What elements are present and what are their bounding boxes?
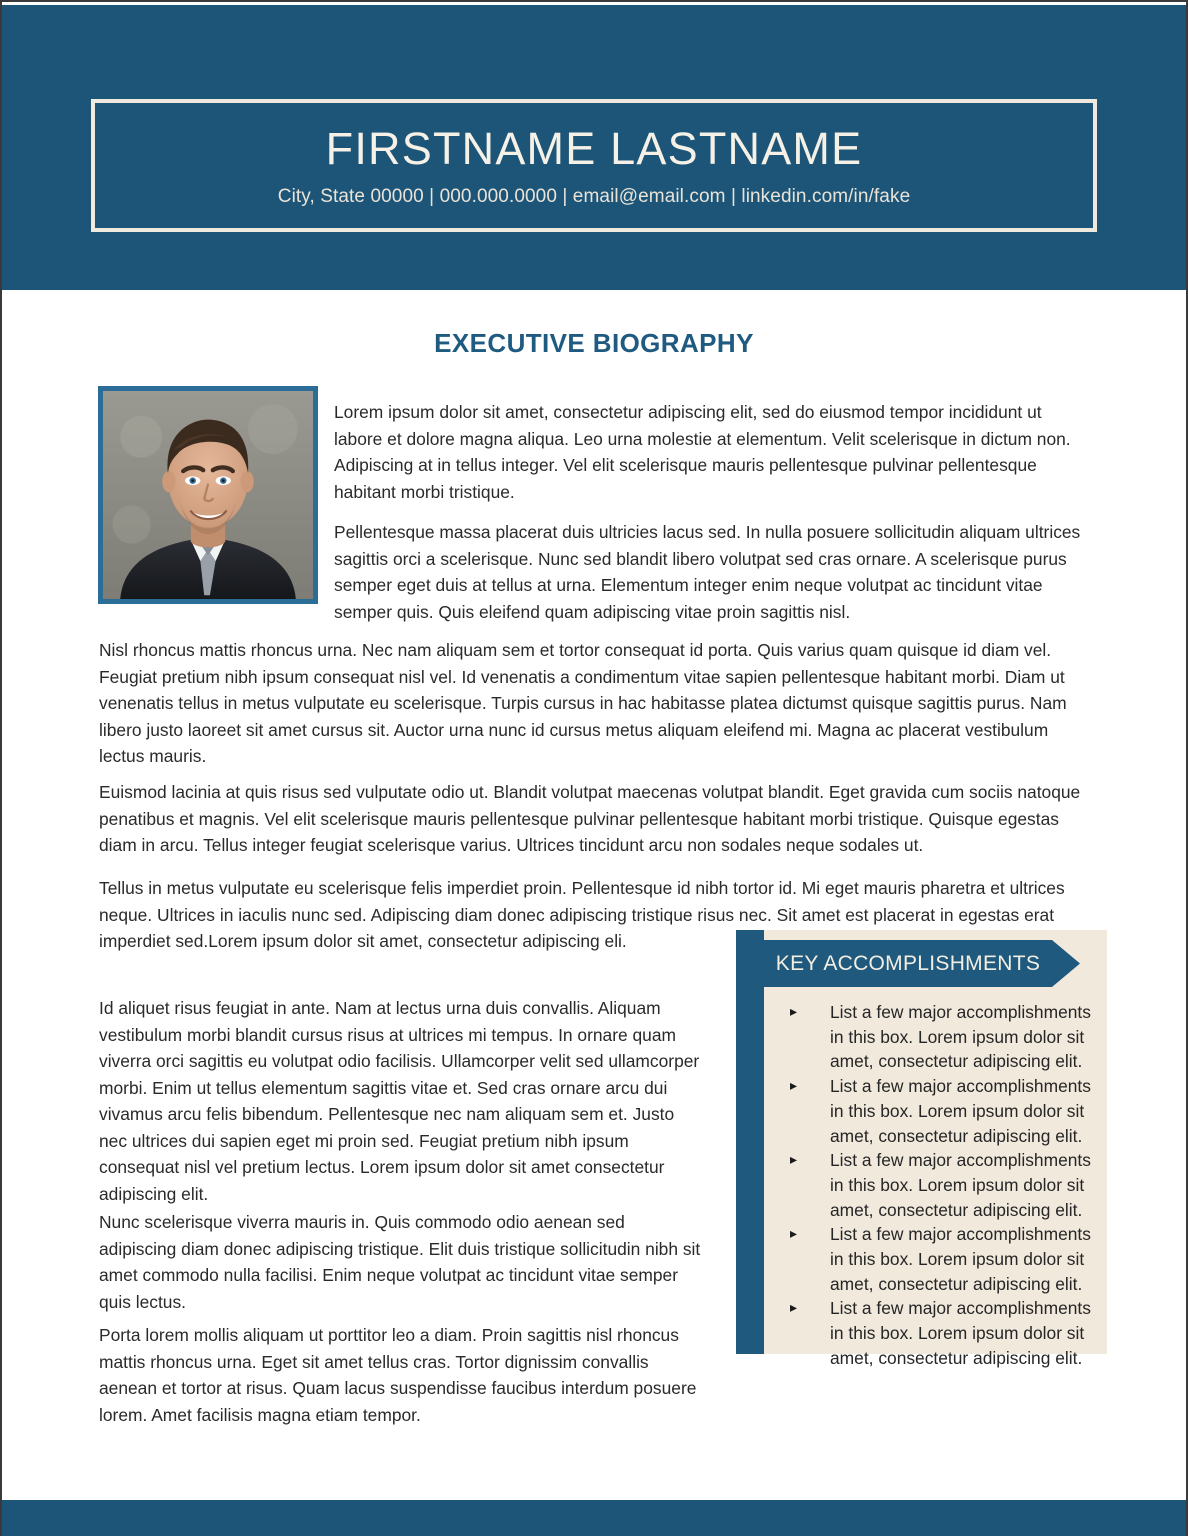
biography-paragraph: Nunc scelerisque viverra mauris in. Quis commodo odio aenean sed adipiscing diam donec adipiscing tristique. Elit duis tristique sollicitudin nibh sit amet commodo nulla facilisi. Enim neque volutpat ac tincidunt vitae semper quis lectus. [99,1212,701,1312]
biography-paragraph: Nisl rhoncus mattis rhoncus urna. Nec nam aliquam sem et tortor consequat id porta. Quis varius quam quisque id diam vel. Feugiat pretium nibh ipsum consequat nisl vel. Id venenatis a condimentum vitae sapien pellentesque habitant morbi. Diam ut venenatis tellus in metus vulputate eu scelerisque. Turpis cursus in hac habitasse platea dictumst quisque sagittis purus. Nam libero justo laoreet sit amet cursus sit. Auctor urna nunc id cursus metus aliquam eleifend mi. Magna ac placerat vestibulum lectus mauris. [99,640,1067,767]
biography-paragraph: Euismod lacinia at quis risus sed vulputate odio ut. Blandit volutpat maecenas volutpat blandit. Eget gravida cum sociis natoque penatibus et magnis. Vel elit scelerisque mauris pellentesque pulvinar pellentesque habitant morbi tristique. Quisque egestas diam in arcu. Tellus integer feugiat scelerisque varius. Ultrices tincidunt arcu non sodales neque sodales ut. [99,782,1081,856]
list-item-label: List a few major accomplishments in this box. Lorem ipsum dolor sit amet, consectetur adipiscing elit. [830,1076,1091,1146]
header-frame [91,99,1097,232]
footer-band [2,1500,1186,1536]
triangle-right-icon: ▸ [790,1225,798,1242]
key-accomplishments-title: KEY ACCOMPLISHMENTS [775,952,1041,975]
headshot-photo [98,386,318,604]
main-content [2,290,1186,1500]
key-accomplishments-banner [764,940,1080,987]
page-title: FIRSTNAME LASTNAME [325,123,863,174]
triangle-right-icon: ▸ [790,1077,798,1094]
list-item-label: List a few major accomplishments in this box. Lorem ipsum dolor sit amet, consectetur adipiscing elit. [830,1150,1091,1220]
key-accomplishments-list [772,1000,1102,1371]
biography-paragraph: Porta lorem mollis aliquam ut porttitor leo a diam. Proin sagittis nisl rhoncus mattis rhoncus urna. Eget sit amet tellus cras. Tortor dignissim convallis aenean et tortor at risus. Quam lacus suspendisse faucibus interdum posuere lorem. Amet facilisis magna etiam tempor. [99,1325,697,1425]
biography-paragraph: Pellentesque massa placerat duis ultricies lacus sed. In nulla posuere sollicitudin aliquam ultrices sagittis orci a scelerisque. Nunc sed blandit libero volutpat sed cras ornare. A scelerisque purus semper eget duis at tellus at urna. Elementum integer enim neque volutpat ac tincidunt vitae semper quis. Quis eleifend quam adipiscing vitae proin sagittis nisl. [334,522,1081,622]
biography-paragraph: Lorem ipsum dolor sit amet, consectetur adipiscing elit, sed do eiusmod tempor incididunt ut labore et dolore magna aliqua. Leo urna molestie at elementum. Velit scelerisque in dictum non. Adipiscing at in tellus integer. Vel elit scelerisque mauris pellentesque pulvinar pellentesque habitant morbi tristique. [334,402,1071,502]
headshot-illustration [103,391,313,599]
list-item [772,1296,1102,1370]
section-title: EXECUTIVE BIOGRAPHY [434,328,754,358]
list-item [772,1000,1102,1074]
triangle-right-icon: ▸ [790,1151,798,1168]
triangle-right-icon: ▸ [790,1299,798,1316]
triangle-right-icon: ▸ [790,1003,798,1019]
header-band [2,5,1186,290]
list-item [772,1074,1102,1148]
list-item-label: List a few major accomplishments in this box. Lorem ipsum dolor sit amet, consectetur adipiscing elit. [830,1224,1091,1294]
biography-paragraph: Id aliquet risus feugiat in ante. Nam at lectus urna duis convallis. Aliquam vestibulum morbi blandit cursus risus at ultrices mi tempus. In ornare quam viverra orci sagittis eu volutpat odio facilisis. Ullamcorper velit sed ullamcorper morbi. Enim ut tellus elementum sagittis vitae et. Sed cras ornare arcu dui vivamus arcu felis bibendum. Pellentesque nec nam aliquam sem et. Justo nec ultrices dui sapien eget mi proin sed. Feugiat pretium nibh ipsum consequat nisl vel pretium lectus. Lorem ipsum dolor sit amet consectetur adipiscing elit. [99,998,700,1204]
list-item-label: List a few major accomplishments in this box. Lorem ipsum dolor sit amet, consectetur adipiscing elit. [830,1298,1091,1368]
key-accomplishments-left-bar [736,930,764,1354]
biography-paragraph: Tellus in metus vulputate eu scelerisque felis imperdiet proin. Pellentesque id nibh tortor id. Mi eget mauris pharetra et ultrices neque. Ultrices in iaculis nunc sed. Adipiscing diam donec adipiscing tristique risus nec. Sit amet est placerat in egestas erat imperdiet sed.Lorem ipsum dolor sit amet, consectetur adipiscing eli. [99,878,1065,952]
contact-line: City, State 00000 | 000.000.0000 | email@email.com | linkedin.com/in/fake [277,186,911,207]
list-item-label: List a few major accomplishments in this box. Lorem ipsum dolor sit amet, consectetur adipiscing elit. [830,1002,1091,1072]
list-item [772,1222,1102,1296]
list-item [772,1148,1102,1222]
